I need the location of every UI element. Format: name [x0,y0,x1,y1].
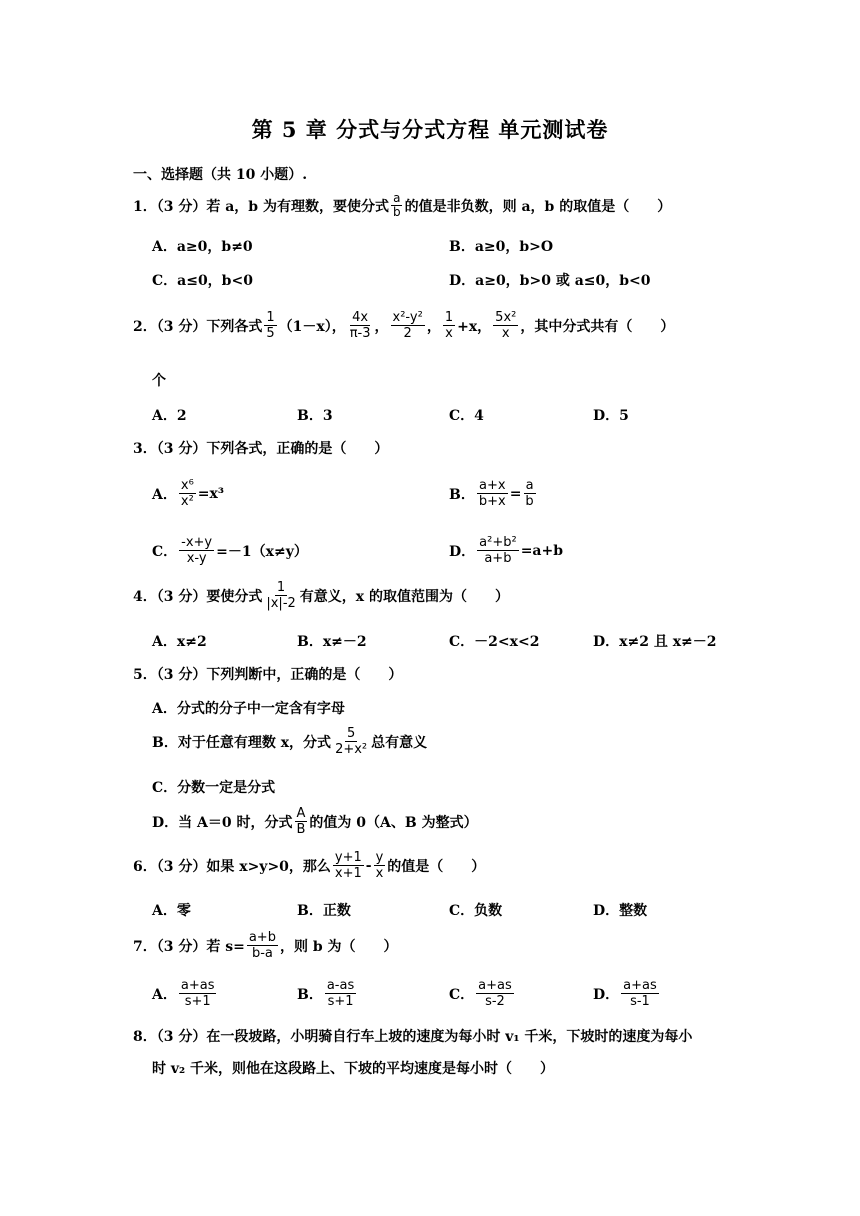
fraction: $\frac{a+as}{s+1}$ [180,978,215,1009]
q1-option-b: B．a≥0，b>O [449,239,554,255]
q2-option-b: B．3 [297,408,333,424]
fraction: $\frac{a+b}{b-a}$ [248,930,276,961]
question-2-stem: 2．（3 分）下列各式 $\frac{1}{5}$ （1－x）， $\frac{4x}{\pi-3}$ ， $\frac{\text{x²-y²}}{2}$ ， $\frac{1}{x}$ +x， $\frac{\text{5x²}}{x}$ ，其中分式共有（ ） [133,310,675,341]
fraction: $\frac{y}{x}$ [375,850,384,881]
q5-option-d: D．当 A＝0 时，分式 $\frac{A}{B}$ 的值为 0（A、B 为整式） [152,806,478,837]
q4-option-b: B．x≠－2 [297,634,367,650]
page-title: 第 5 章 分式与分式方程 单元测试卷 [251,117,609,142]
q2-option-a: A．2 [152,408,187,424]
question-3-stem: 3．（3 分）下列各式，正确的是（ ） [133,441,389,457]
q6-option-c: C．负数 [449,903,503,919]
q1-option-d: D．a≥0，b>0 或 a≤0，b<0 [449,273,651,289]
fraction: $\frac{a}{b}$ [392,191,401,219]
question-2-continuation: 个 [152,373,166,389]
q5-option-c: C．分数一定是分式 [152,780,276,796]
q3-option-a: A． $\frac{\text{x⁶}}{\text{x²}}$ =x³ [152,478,224,509]
q6-option-b: B．正数 [297,903,351,919]
fraction: $\frac{\text{5x²}}{x}$ [495,310,517,341]
fraction: $\frac{5}{\text{2+x²}}$ [335,726,368,757]
question-6-stem: 6．（3 分）如果 x>y>0，那么 $\frac{y+1}{x+1}$ - $\frac{y}{x}$ 的值是（ ） [133,850,486,881]
q3-option-c: C． $\frac{-x+y}{x-y}$ =－1（x≠y） [152,535,308,566]
fraction: $\frac{-x+y}{x-y}$ [181,535,213,566]
fraction: $\frac{a+x}{b+x}$ [478,478,506,509]
q1-option-c: C．a≤0，b<0 [152,273,253,289]
question-1-stem: 1．（3 分）若 a，b 为有理数，要使分式 $\frac{a}{b}$ 的值是非负数，则 a，b 的取值是（ ） [133,191,672,219]
q5-option-b: B．对于任意有理数 x，分式 $\frac{5}{\text{2+x²}}$ 总有意义 [152,726,428,757]
question-8-stem-line-2: 时 v₂ 千米，则他在这段路上、下坡的平均速度是每小时（ ） [152,1061,555,1077]
question-8-stem-line-1: 8．（3 分）在一段坡路，小明骑自行车上坡的速度为每小时 v₁ 千米，下坡时的速度为每小 [133,1029,693,1045]
fraction: $\frac{\text{a²+b²}}{a+b}$ [479,535,517,566]
q4-option-a: A．x≠2 [152,634,207,650]
fraction: $\frac{y+1}{x+1}$ [334,850,362,881]
fraction: $\frac{1}{|x|-2}$ [266,580,296,611]
question-7-stem: 7．（3 分）若 s= $\frac{a+b}{b-a}$ ，则 b 为（ ） [133,930,398,961]
fraction: $\frac{4x}{\pi-3}$ [349,310,371,341]
q2-option-c: C．4 [449,408,484,424]
q6-option-d: D．整数 [593,903,648,919]
fraction: $\frac{A}{B}$ [296,806,306,837]
q3-option-b: B． $\frac{a+x}{b+x}$ = $\frac{a}{b}$ [449,478,534,509]
fraction: $\frac{a+as}{s-1}$ [623,978,657,1009]
q4-option-d: D．x≠2 且 x≠－2 [593,634,717,650]
fraction: $\frac{a+as}{s-2}$ [478,978,512,1009]
fraction: $\frac{a-as}{s+1}$ [326,978,355,1009]
fraction: $\frac{a}{b}$ [525,478,534,509]
q4-option-c: C．－2<x<2 [449,634,540,650]
q2-option-d: D．5 [593,408,629,424]
q6-option-a: A．零 [152,903,191,919]
fraction: $\frac{\text{x²-y²}}{2}$ [392,310,423,341]
q7-option-a: A． $\frac{a+as}{s+1}$ [152,978,215,1009]
question-5-stem: 5．（3 分）下列判断中，正确的是（ ） [133,667,403,683]
section-heading: 一、选择题（共 10 小题）. [133,167,308,183]
q3-option-d: D． $\frac{\text{a²+b²}}{a+b}$ =a+b [449,535,564,566]
fraction: $\frac{\text{x⁶}}{\text{x²}}$ [180,478,194,509]
q7-option-d: D． $\frac{a+as}{s-1}$ [593,978,657,1009]
q1-option-a: A．a≥0，b≠0 [152,239,253,255]
q7-option-b: B． $\frac{a-as}{s+1}$ [297,978,355,1009]
fraction: $\frac{1}{5}$ [266,310,275,341]
q5-option-a: A．分式的分子中一定含有字母 [152,701,345,717]
question-4-stem: 4．（3 分）要使分式 $\frac{1}{|x|-2}$ 有意义，x 的取值范围为（ ） [133,580,510,611]
fraction: $\frac{1}{x}$ [444,310,454,341]
q7-option-c: C． $\frac{a+as}{s-2}$ [449,978,512,1009]
